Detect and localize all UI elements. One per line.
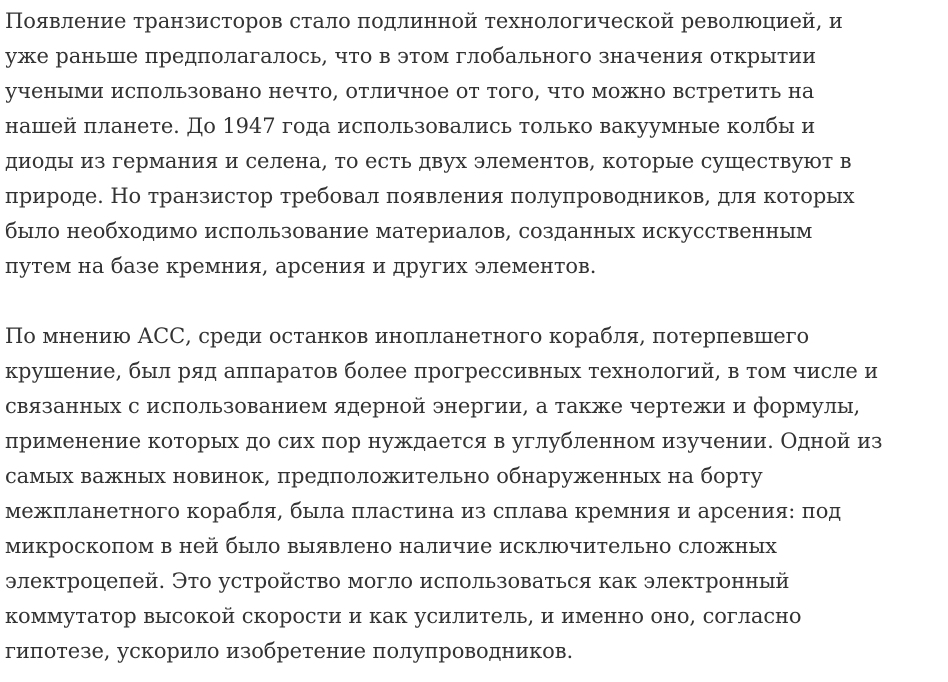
text-line: крушение, был ряд аппаратов более прогрессивных технологий, в том числе и — [5, 359, 879, 383]
text-line: гипотезе, ускорило изобретение полупроводников. — [5, 639, 574, 663]
text-line: путем на базе кремния, арсения и других элементов. — [5, 254, 597, 278]
text-line: межпланетного корабля, была пластина из сплава кремния и арсения: под — [5, 499, 842, 523]
text-line: диоды из германия и селена, то есть двух элементов, которые существуют в — [5, 149, 852, 173]
text-line: применение которых до сих пор нуждается в углубленном изучении. Одной из — [5, 429, 883, 453]
paragraph-transistors — [5, 4, 940, 284]
text-line: Появление транзисторов стало подлинной технологической революцией, и — [5, 9, 843, 33]
text-line: микроскопом в ней было выявлено наличие исключительно сложных — [5, 534, 777, 558]
text-line: По мнению АСС, среди останков инопланетного корабля, потерпевшего — [5, 324, 810, 348]
text-line: природе. Но транзистор требовал появления полупроводников, для которых — [5, 184, 855, 208]
text-line: нашей планете. До 1947 года использовались только вакуумные колбы и — [5, 114, 816, 138]
text-line: коммутатор высокой скорости и как усилитель, и именно оно, согласно — [5, 604, 802, 628]
text-line: электроцепей. Это устройство могло использоваться как электронный — [5, 569, 790, 593]
text-line: связанных с использованием ядерной энергии, а также чертежи и формулы, — [5, 394, 861, 418]
paragraph-acc-opinion — [5, 319, 940, 669]
text-line: было необходимо использование материалов, созданных искусственным — [5, 219, 813, 243]
text-line: учеными использовано нечто, отличное от того, что можно встретить на — [5, 79, 815, 103]
text-line: уже раньше предполагалось, что в этом глобального значения открытии — [5, 44, 817, 68]
text-line: самых важных новинок, предположительно обнаруженных на борту — [5, 464, 763, 488]
